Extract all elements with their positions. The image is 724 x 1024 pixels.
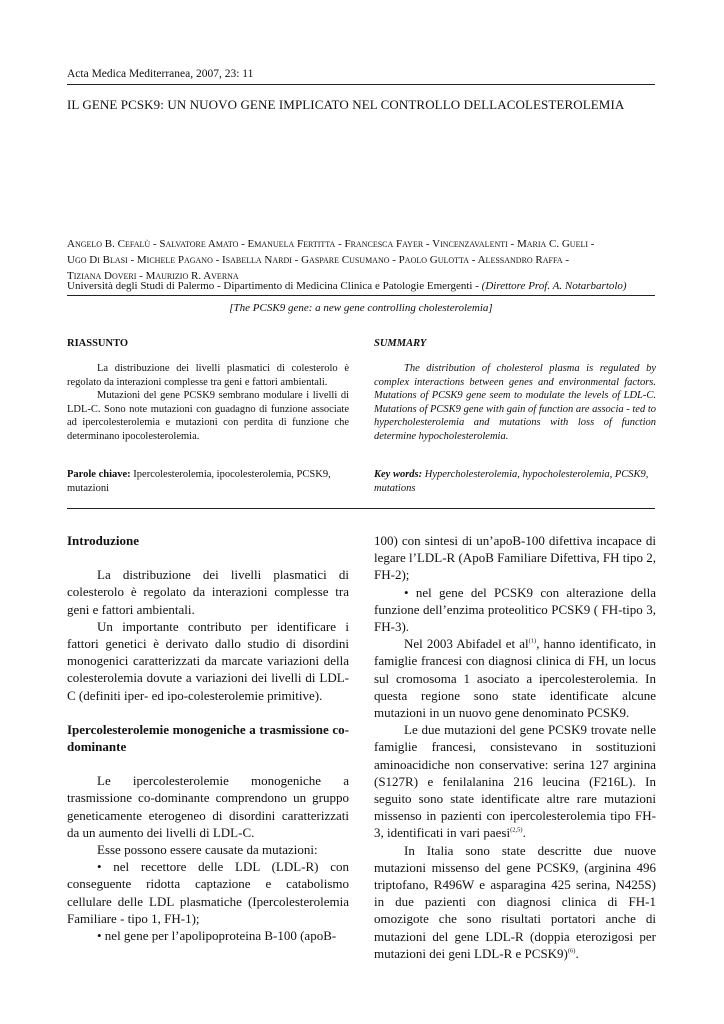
english-title: [The PCSK9 gene: a new gene controlling cholesterolemia]	[229, 302, 493, 314]
author-line: Tiziana Doveri - Maurizio R. Averna	[67, 270, 239, 282]
riassunto-paragraph: Mutazioni del gene PCSK9 sembrano modulare i livelli di LDL-C. Sono note mutazioni con guadagno di funzione associate ad ipercolesterolemia e mutazioni con perdita di funzione che determinano ipocolesterolemia.	[67, 390, 349, 442]
riassunto-body	[67, 362, 349, 444]
text-run: In Italia sono state descritte due nuove mutazioni missenso del gene PCSK9, (arginina 496 triptofano, R496W e asparagina 425 serina, N425S) in due pazienti con diagnosi clinica di FH-1 omozigote che sono risultati portatori anche di mutazioni del gene LDL-R (doppia eterozigosi per mutazioni dei geni LDL-R e PCSK9)	[374, 842, 656, 961]
summary-paragraph: The distribution of cholesterol plasma is regulated by complex interactions between genes and environmental factors. Mutations of PCSK9 gene seem to modulate the levels of LDL-C. Mutations of PCSK9 gene with gain of function are associa - ted to hypercholesterolemia and mutations with loss of function determine hypocholesterolemia.	[374, 363, 656, 442]
affiliation-text: Università degli Studi di Palermo - Dipartimento di Medicina Clinica e Patologie Emergenti -	[67, 280, 479, 292]
body-paragraph: Esse possono essere causate da mutazioni:	[97, 842, 318, 858]
body-bullet: • nel recettore delle LDL (LDL-R) con conseguente ridotta captazione e catabolismo cellulare delle LDL plasmatiche (Ipercolesterolemia Familiare - tipo 1, FH-1);	[67, 859, 349, 926]
keywords-label: Parole chiave:	[67, 469, 131, 480]
keywords-label: Key words:	[374, 469, 423, 480]
summary-keywords	[374, 468, 656, 495]
text-run: .	[522, 825, 526, 841]
body-paragraph	[374, 721, 656, 841]
text-run: .	[575, 945, 579, 961]
affiliation	[67, 278, 667, 294]
citation-ref: (1)	[528, 637, 537, 645]
body-paragraph: Un importante contributo per identificare i fattori genetici è derivato dallo studio di disordini monogenici caratterizzati da marcate variazioni della colesterolemia dovute a variazioni dei livelli di LDL-C (definiti iper- ed ipo-colesterolemie primitive).	[67, 618, 349, 703]
body-paragraph: Le ipercolesterolemie monogeniche a trasmissione co-dominante comprendono un gruppo geneticamente eterogeneo di disordini caratterizzati da un aumento dei livelli di LDL-C.	[67, 773, 349, 840]
journal-citation: Acta Medica Mediterranea, 2007, 23: 11	[67, 68, 254, 80]
author-list	[67, 236, 667, 284]
citation-ref: (6)	[567, 947, 576, 955]
author-line: Ugo Di Blasi - Michele Pagano - Isabella Nardi - Gaspare Cusumano - Paolo Gulotta - Alessandro Raffa -	[67, 254, 570, 266]
text-run: Le due mutazioni del gene PCSK9 trovate nelle famiglie francesi, consistevano in sostituzioni aminoacidiche non conservative: serina 127 arginina (S127R) e fenilalanina 216 leucina (F216L). In seguito sono state identificate altre rare mutazioni missenso in pazienti con ipercolesterolemia tipo FH-3, identificati in vari paesi	[374, 722, 656, 841]
text-run: Nel 2003 Abifadel et al	[404, 636, 529, 652]
body-paragraph	[374, 842, 656, 962]
header-rule	[67, 84, 655, 85]
affiliation-rule	[67, 295, 655, 296]
body-paragraph	[374, 635, 656, 721]
keywords-text: Hypercholesterolemia, hypocholesterolemia, PCSK9, mutations	[374, 469, 649, 494]
affiliation-director: (Direttore Prof. A. Notarbartolo)	[481, 280, 627, 292]
abstract-rule	[67, 508, 655, 509]
section-heading: Ipercolesterolemie monogeniche a trasmissione co-dominante	[67, 721, 349, 755]
body-bullet: • nel gene per l’apolipoproteina B-100 (apoB-	[97, 928, 337, 944]
body-paragraph: 100) con sintesi di un’apoB-100 difettiva incapace di legare l’LDL-R (ApoB Familiare Difettiva, FH tipo 2, FH-2);	[374, 533, 656, 583]
citation-ref: (2,5)	[510, 827, 523, 835]
text-run: , hanno identificato, in famiglie francesi con diagnosi clinica di FH, un locus sul cromosoma 1 asociato a ipercolesterolemia. In questa regione sono state identificate alcune mutazioni in un nuovo gene denominato PCSK9.	[374, 636, 656, 721]
body-right-column	[374, 532, 656, 962]
summary-body	[374, 362, 656, 444]
summary-heading: SUMMARY	[374, 338, 427, 349]
body-bullet: • nel gene del PCSK9 con alterazione della funzione dell’enzima proteolitico PCSK9 ( FH-tipo 3, FH-3).	[374, 584, 656, 635]
keywords-text: Ipercolesterolemia, ipocolesterolemia, PCSK9, mutazioni	[67, 469, 331, 494]
author-line: Angelo B. Cefalù - Salvatore Amato - Emanuela Fertitta - Francesca Fayer - Vincenzavalenti - Maria C. Gueli -	[67, 238, 595, 250]
riassunto-heading: RIASSUNTO	[67, 338, 129, 349]
body-left-column	[67, 532, 349, 944]
riassunto-keywords	[67, 468, 349, 495]
intro-heading: Introduzione	[67, 533, 139, 548]
article-title: IL GENE PCSK9: UN NUOVO GENE IMPLICATO NEL CONTROLLO DELLACOLESTEROLEMIA	[67, 97, 625, 112]
body-paragraph: La distribuzione dei livelli plasmatici di colesterolo è regolato da interazioni complesse tra geni e fattori ambientali.	[67, 567, 349, 617]
riassunto-paragraph: La distribuzione dei livelli plasmatici di colesterolo è regolato da interazioni complesse tra geni e fattori ambientali.	[67, 363, 349, 388]
